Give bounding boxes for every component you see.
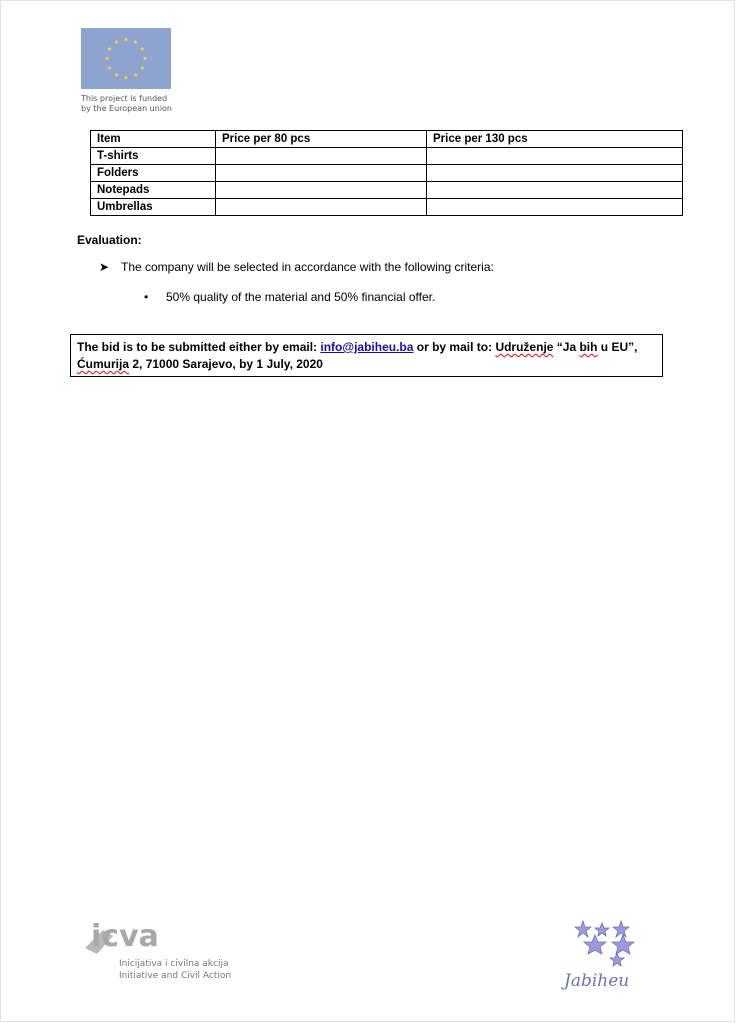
price-130-cell [427, 182, 683, 199]
item-cell: T-shirts [91, 148, 216, 165]
bid-text-2: or by mail to: [413, 340, 496, 354]
bullet-dot-icon: • [144, 290, 149, 304]
header-price-80: Price per 80 pcs [216, 131, 427, 148]
eu-flag-icon [81, 28, 171, 89]
table-header-row [91, 131, 683, 148]
bid-text-3: 2, 71000 Sarajevo, by 1 July, 2020 [129, 357, 323, 371]
criteria-item [99, 260, 494, 274]
funding-caption [81, 94, 221, 114]
bid-submission-box [70, 334, 663, 377]
bullet-text: 50% quality of the material and 50% financial offer. [166, 290, 436, 304]
criteria-text: The company will be selected in accordance with the following criteria: [121, 260, 494, 274]
icva-line-1: Inicijativa i civilna akcija [119, 959, 229, 969]
price-80-cell [216, 199, 427, 216]
org-word-3: bih [579, 340, 598, 354]
table-row [91, 148, 683, 165]
org-word-1: Udruženje [495, 340, 554, 354]
table-row [91, 165, 683, 182]
price-130-cell [427, 148, 683, 165]
funded-line-1: This project is funded [81, 94, 168, 103]
icva-line-2: Initiative and Civil Action [119, 971, 232, 981]
evaluation-heading: Evaluation: [77, 233, 142, 247]
item-cell: Folders [91, 165, 216, 182]
email-link[interactable]: info@jabiheu.ba [320, 340, 414, 354]
item-cell: Notepads [91, 182, 216, 199]
icva-logo-icon [83, 916, 193, 956]
price-80-cell [216, 165, 427, 182]
header-price-130: Price per 130 pcs [427, 131, 683, 148]
arrow-bullet-icon: ➤ [99, 260, 110, 274]
criteria-sub-item [144, 290, 435, 304]
table-row [91, 182, 683, 199]
price-table [90, 130, 683, 216]
table-row [91, 199, 683, 216]
eu-flag-graphic [81, 28, 171, 89]
icva-caption [119, 958, 231, 982]
org-word-2: “Ja [553, 340, 580, 354]
price-130-cell [427, 199, 683, 216]
price-80-cell [216, 148, 427, 165]
jabiheu-logo-text: Jabiheu [564, 971, 630, 991]
jabiheu-stars-icon [571, 919, 641, 971]
header-item: Item [91, 131, 216, 148]
icva-logo-text: icva [91, 919, 159, 954]
item-cell: Umbrellas [91, 199, 216, 216]
bid-text-1: The bid is to be submitted either by email: [77, 340, 321, 354]
funded-line-2: by the European union [81, 104, 173, 113]
org-word-4: u EU”, [597, 340, 638, 354]
price-130-cell [427, 165, 683, 182]
price-80-cell [216, 182, 427, 199]
street-name: Ćumurija [77, 357, 130, 371]
